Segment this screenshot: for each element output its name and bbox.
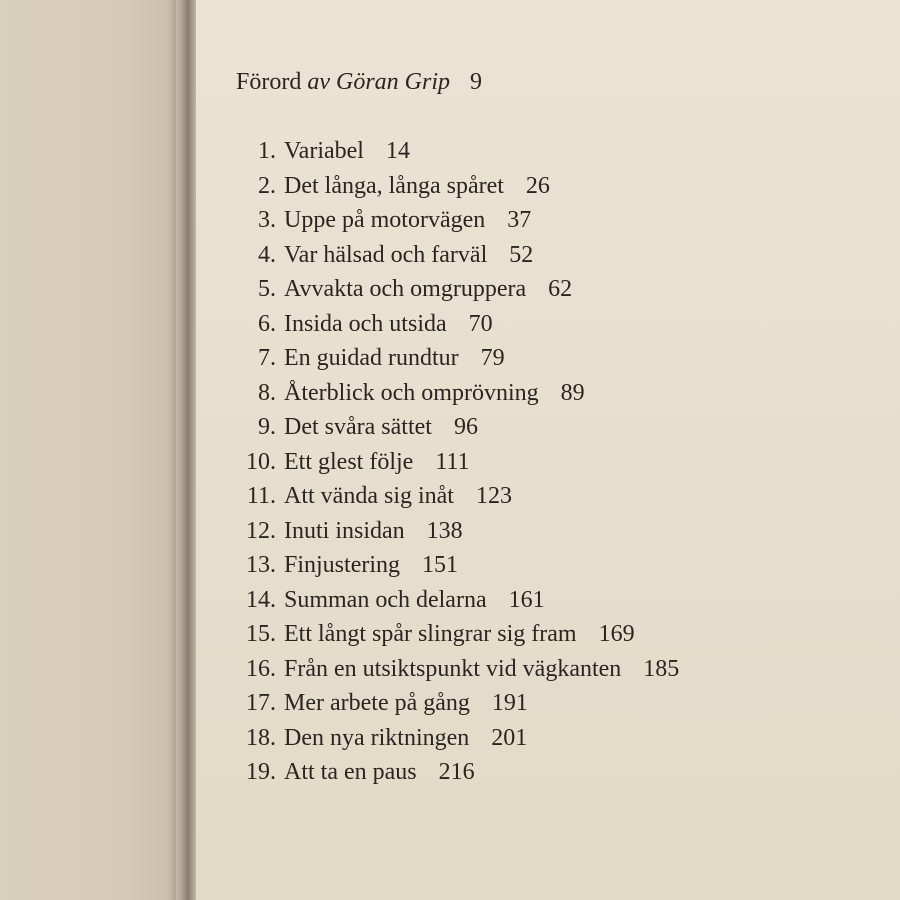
chapter-entry: [236, 203, 679, 238]
chapter-entry: [236, 583, 679, 618]
chapter-page: 26: [525, 172, 550, 199]
chapter-entry: [236, 686, 679, 721]
chapter-title: Avvakta och omgruppera: [284, 276, 527, 302]
chapter-page: 79: [480, 345, 505, 371]
chapter-entry: [236, 755, 679, 790]
chapter-entry: [236, 272, 679, 307]
chapter-title: Inuti insidan: [284, 517, 405, 544]
chapter-entry: [236, 341, 679, 376]
chapter-number: 5.: [258, 276, 276, 302]
foreword-author: Göran Grip: [336, 69, 451, 95]
chapter-list: [236, 134, 679, 790]
chapter-page: 96: [453, 414, 478, 440]
chapter-number: 8.: [258, 379, 276, 406]
chapter-entry: [236, 617, 679, 652]
chapter-title: Insida och utsida: [284, 310, 447, 337]
chapter-page: 14: [385, 138, 410, 164]
chapter-entry: [236, 548, 679, 583]
chapter-number: 18.: [246, 724, 276, 751]
chapter-number: 3.: [258, 207, 276, 233]
chapter-title: Ett långt spår slingrar sig fram: [284, 621, 577, 647]
chapter-title: Summan och delarna: [284, 586, 487, 613]
chapter-entry: [236, 445, 679, 480]
chapter-entry: [236, 307, 679, 342]
left-page: [0, 0, 176, 900]
chapter-number: 17.: [246, 690, 276, 716]
chapter-page: 111: [435, 448, 470, 475]
foreword-entry: [236, 66, 482, 98]
chapter-title: Var hälsad och farväl: [284, 241, 488, 268]
chapter-page: 216: [438, 759, 475, 785]
chapter-page: 201: [491, 724, 528, 751]
foreword-page: 9: [470, 69, 483, 95]
table-of-contents: [236, 66, 680, 785]
chapter-page: 138: [426, 517, 463, 544]
foreword-label: Förord: [236, 69, 302, 95]
chapter-number: 15.: [246, 621, 276, 647]
foreword-by: av: [307, 69, 330, 95]
chapter-entry: [236, 514, 679, 549]
chapter-page: 89: [560, 379, 585, 406]
chapter-title: Att vända sig inåt: [284, 483, 454, 509]
chapter-number: 12.: [246, 517, 276, 544]
chapter-number: 11.: [246, 483, 276, 509]
chapter-number: 19.: [246, 759, 276, 785]
chapter-title: Att ta en paus: [284, 759, 417, 785]
chapter-number: 4.: [258, 241, 276, 268]
chapter-entry: [236, 238, 679, 273]
chapter-number: 9.: [258, 414, 276, 440]
chapter-title: Mer arbete på gång: [284, 690, 470, 716]
chapter-page: 62: [548, 276, 573, 302]
chapter-entry: [236, 652, 679, 687]
chapter-page: 185: [643, 655, 680, 682]
chapter-title: Återblick och omprövning: [284, 379, 539, 406]
chapter-number: 13.: [246, 552, 276, 578]
chapter-page: 123: [475, 483, 512, 509]
chapter-title: Variabel: [284, 138, 364, 164]
chapter-number: 16.: [246, 655, 276, 682]
chapter-entry: [236, 134, 679, 169]
chapter-page: 70: [468, 310, 493, 337]
chapter-entry: [236, 169, 679, 204]
chapter-number: 7.: [258, 345, 276, 371]
chapter-title: Från en utsiktspunkt vid vägkanten: [284, 655, 622, 682]
chapter-entry: [236, 410, 679, 445]
chapter-page: 169: [598, 621, 635, 647]
chapter-entry: [236, 721, 679, 756]
chapter-title: Finjustering: [284, 552, 401, 578]
chapter-title: Den nya riktningen: [284, 724, 470, 751]
chapter-entry: [236, 376, 679, 411]
chapter-title: Det svåra sättet: [284, 414, 432, 440]
chapter-number: 6.: [258, 310, 276, 337]
chapter-title: Uppe på motorvägen: [284, 207, 486, 233]
chapter-number: 10.: [246, 448, 276, 475]
chapter-title: Ett glest följe: [284, 448, 414, 475]
chapter-page: 191: [491, 690, 528, 716]
chapter-entry: [236, 479, 679, 514]
chapter-number: 1.: [258, 138, 276, 164]
chapter-title: En guidad rundtur: [284, 345, 459, 371]
chapter-title: Det långa, långa spåret: [284, 172, 504, 199]
chapter-number: 14.: [246, 586, 276, 613]
chapter-page: 52: [509, 241, 534, 268]
chapter-page: 151: [422, 552, 459, 578]
chapter-page: 161: [508, 586, 545, 613]
chapter-number: 2.: [258, 172, 276, 199]
chapter-page: 37: [507, 207, 532, 233]
